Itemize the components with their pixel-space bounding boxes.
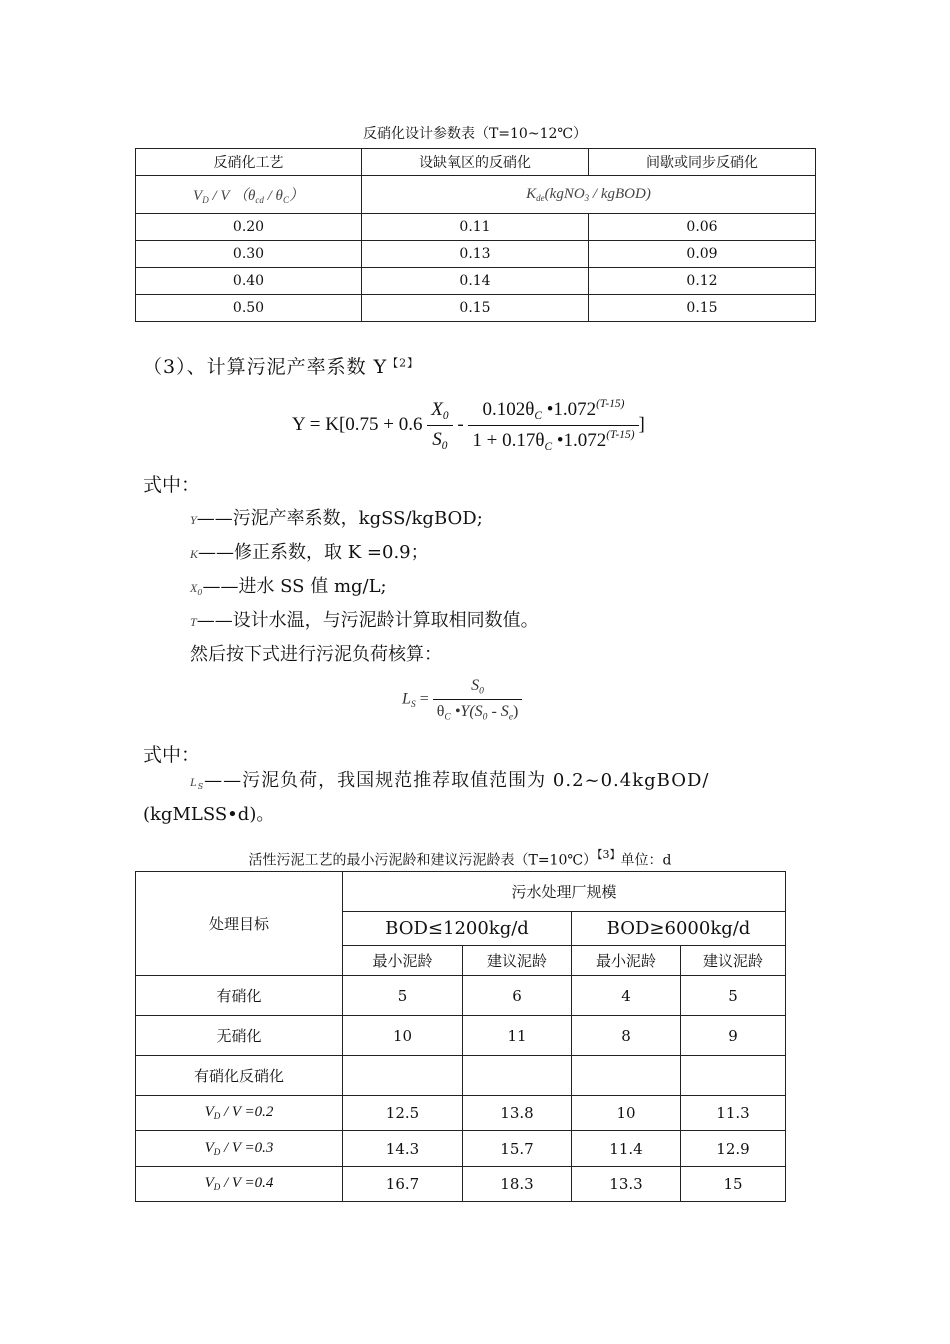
plant-scale-header: 污水处理厂规模 bbox=[343, 872, 786, 912]
text: V bbox=[204, 1139, 214, 1156]
text: (T-15) bbox=[596, 398, 625, 410]
table-subheader-row bbox=[136, 176, 816, 214]
text: D bbox=[213, 1147, 221, 1158]
table-cell: 5 bbox=[681, 976, 786, 1016]
table-row bbox=[136, 214, 816, 241]
text: ) bbox=[513, 703, 519, 721]
text: ——设计水温，与污泥龄计算取相同数值。 bbox=[196, 610, 539, 631]
text: cd bbox=[255, 195, 264, 206]
variable: Y bbox=[190, 513, 197, 527]
sub-header: 最小泥龄 bbox=[572, 946, 681, 976]
definition-ls bbox=[190, 766, 709, 792]
text: - bbox=[452, 413, 469, 435]
table-cell: 15 bbox=[681, 1167, 786, 1202]
text: Y = K[0.75 + 0.6 bbox=[292, 413, 423, 435]
table-cell: 4 bbox=[572, 976, 681, 1016]
vd-ratio-header bbox=[136, 176, 362, 214]
text: ——进水 SS 值 mg/L; bbox=[202, 576, 387, 597]
table-cell: 0.11 bbox=[362, 214, 589, 241]
text: C bbox=[544, 440, 553, 453]
definition-y bbox=[190, 504, 483, 530]
text: S bbox=[410, 698, 416, 710]
text: D bbox=[213, 1182, 221, 1193]
variable: K bbox=[190, 547, 199, 561]
table-cell: 0.30 bbox=[136, 241, 362, 268]
text: V bbox=[193, 187, 203, 204]
table-cell: 0.13 bbox=[362, 241, 589, 268]
group-header: BOD≤1200kg/d bbox=[343, 912, 572, 946]
table-cell: 6 bbox=[463, 976, 572, 1016]
table-cell: 0.14 bbox=[362, 268, 589, 295]
sludge-load-formula bbox=[402, 677, 522, 723]
text: V bbox=[204, 1175, 214, 1192]
row-label: 有硝化反硝化 bbox=[136, 1056, 343, 1096]
row-label bbox=[136, 1131, 343, 1167]
where-label: 式中： bbox=[143, 744, 201, 766]
table-cell: 0.06 bbox=[589, 214, 816, 241]
text: C bbox=[534, 409, 542, 422]
text: (T-15) bbox=[606, 428, 635, 441]
table-cell bbox=[463, 1056, 572, 1096]
table-row bbox=[136, 1131, 786, 1167]
variable: L bbox=[190, 775, 198, 789]
section-heading bbox=[143, 352, 419, 379]
header-cell: 反硝化工艺 bbox=[136, 149, 362, 176]
definition-k bbox=[190, 538, 429, 564]
text: ——污泥负荷，我国规范推荐取值范围为 0.2~0.4kgBOD/ bbox=[204, 770, 710, 791]
table-cell: 9 bbox=[681, 1016, 786, 1056]
denitrification-parameter-table bbox=[135, 148, 816, 322]
table-cell: 14.3 bbox=[343, 1131, 463, 1167]
table-cell: 11.4 bbox=[572, 1131, 681, 1167]
sludge-age-table bbox=[135, 871, 786, 1202]
table-cell: 0.09 bbox=[589, 241, 816, 268]
row-label: 有硝化 bbox=[136, 976, 343, 1016]
table1-caption: 反硝化设计参数表（T=10~12℃） bbox=[362, 126, 588, 142]
table-cell: 0.12 bbox=[589, 268, 816, 295]
kde-header bbox=[362, 176, 816, 214]
sub-header: 建议泥龄 bbox=[463, 946, 572, 976]
text: •1.072 bbox=[552, 429, 607, 451]
table-cell: 15.7 bbox=[463, 1131, 572, 1167]
table-cell bbox=[572, 1056, 681, 1096]
table-row bbox=[136, 241, 816, 268]
text: 1 + 0.17θ bbox=[472, 429, 545, 451]
table-cell: 12.5 bbox=[343, 1096, 463, 1131]
table-cell: 11 bbox=[463, 1016, 572, 1056]
table-cell: 0.40 bbox=[136, 268, 362, 295]
table-cell bbox=[343, 1056, 463, 1096]
sub-header: 建议泥龄 bbox=[681, 946, 786, 976]
text: ] bbox=[638, 413, 645, 435]
text: / V =0.4 bbox=[220, 1175, 274, 1192]
text: 0 bbox=[442, 409, 449, 422]
text: de bbox=[536, 193, 545, 204]
text: V bbox=[204, 1104, 214, 1121]
table-cell: 18.3 bbox=[463, 1167, 572, 1202]
table-cell: 0.20 bbox=[136, 214, 362, 241]
fraction bbox=[433, 677, 523, 723]
table-cell: 16.7 bbox=[343, 1167, 463, 1202]
fraction bbox=[427, 399, 452, 452]
text: / V （θ bbox=[208, 187, 256, 204]
text: （3）、计算污泥产率系数 Y bbox=[143, 356, 388, 378]
header-cell: 设缺氧区的反硝化 bbox=[362, 149, 589, 176]
fraction bbox=[468, 398, 638, 453]
table-cell: 8 bbox=[572, 1016, 681, 1056]
reference-marker: 【3】 bbox=[597, 848, 621, 861]
text: S bbox=[197, 781, 205, 791]
text: / kgBOD) bbox=[589, 185, 651, 202]
text: S bbox=[432, 428, 442, 450]
table-cell: 5 bbox=[343, 976, 463, 1016]
table-cell: 11.3 bbox=[681, 1096, 786, 1131]
table-cell: 13.3 bbox=[572, 1167, 681, 1202]
table-row bbox=[136, 1056, 786, 1096]
text: - S bbox=[487, 703, 509, 721]
text: e bbox=[508, 711, 514, 723]
text: D bbox=[213, 1111, 221, 1122]
reference-marker: 【2】 bbox=[387, 356, 420, 370]
text: (kgNO bbox=[544, 185, 585, 202]
text: 0 bbox=[441, 439, 448, 452]
text: 3 bbox=[584, 193, 590, 204]
table-row bbox=[136, 1016, 786, 1056]
text: θ bbox=[436, 703, 445, 721]
text: = bbox=[415, 690, 429, 708]
text: D bbox=[202, 195, 209, 206]
text: 0 bbox=[482, 711, 488, 723]
table2-caption bbox=[135, 846, 785, 870]
text: L bbox=[402, 690, 411, 708]
text: ） bbox=[288, 187, 304, 204]
table-row bbox=[136, 1167, 786, 1202]
definition-t bbox=[190, 606, 539, 632]
text: K bbox=[526, 185, 537, 202]
then-text: 然后按下式进行污泥负荷核算： bbox=[190, 644, 442, 665]
table-row bbox=[136, 268, 816, 295]
text: ——污泥产率系数，kgSS/kgBOD; bbox=[196, 508, 483, 529]
sludge-yield-formula bbox=[292, 398, 645, 453]
variable: X bbox=[190, 581, 198, 595]
text: C bbox=[444, 711, 451, 723]
table-cell: 0.15 bbox=[362, 295, 589, 322]
definition-ls-continued: (kgMLSS•d)。 bbox=[143, 804, 275, 825]
table-cell: 13.8 bbox=[463, 1096, 572, 1131]
definition-x0 bbox=[190, 572, 387, 598]
variable: T bbox=[190, 615, 197, 629]
table-cell: 10 bbox=[343, 1016, 463, 1056]
table-cell: 10 bbox=[572, 1096, 681, 1131]
text: 0 bbox=[197, 587, 203, 597]
table-cell bbox=[681, 1056, 786, 1096]
group-header: BOD≥6000kg/d bbox=[572, 912, 786, 946]
text: 活性污泥工艺的最小污泥龄和建议污泥龄表（T=10℃） bbox=[248, 852, 598, 869]
header-cell: 间歇或同步反硝化 bbox=[589, 149, 816, 176]
row-label: 无硝化 bbox=[136, 1016, 343, 1056]
text: 单位：d bbox=[620, 852, 672, 869]
table-row bbox=[136, 976, 786, 1016]
text: •1.072 bbox=[541, 398, 597, 420]
text: 0.102θ bbox=[482, 398, 535, 420]
sub-header: 最小泥龄 bbox=[343, 946, 463, 976]
text: •Y(S bbox=[450, 703, 483, 721]
text: X bbox=[431, 398, 443, 420]
text: 0 bbox=[479, 685, 484, 697]
text: / θ bbox=[263, 187, 283, 204]
table-cell: 0.15 bbox=[589, 295, 816, 322]
row-label bbox=[136, 1167, 343, 1202]
row-label bbox=[136, 1096, 343, 1131]
table-header-row bbox=[136, 149, 816, 176]
table-cell: 0.50 bbox=[136, 295, 362, 322]
table-header-row bbox=[136, 872, 786, 912]
text: / V =0.3 bbox=[220, 1139, 274, 1156]
text: S bbox=[471, 677, 480, 694]
text: / V =0.2 bbox=[220, 1104, 274, 1121]
table-row bbox=[136, 1096, 786, 1131]
where-label: 式中： bbox=[143, 474, 201, 496]
text: C bbox=[282, 195, 289, 206]
table-cell: 12.9 bbox=[681, 1131, 786, 1167]
treatment-target-header: 处理目标 bbox=[136, 872, 343, 976]
text: ——修正系数，取 K =0.9； bbox=[198, 542, 429, 563]
table-row bbox=[136, 295, 816, 322]
